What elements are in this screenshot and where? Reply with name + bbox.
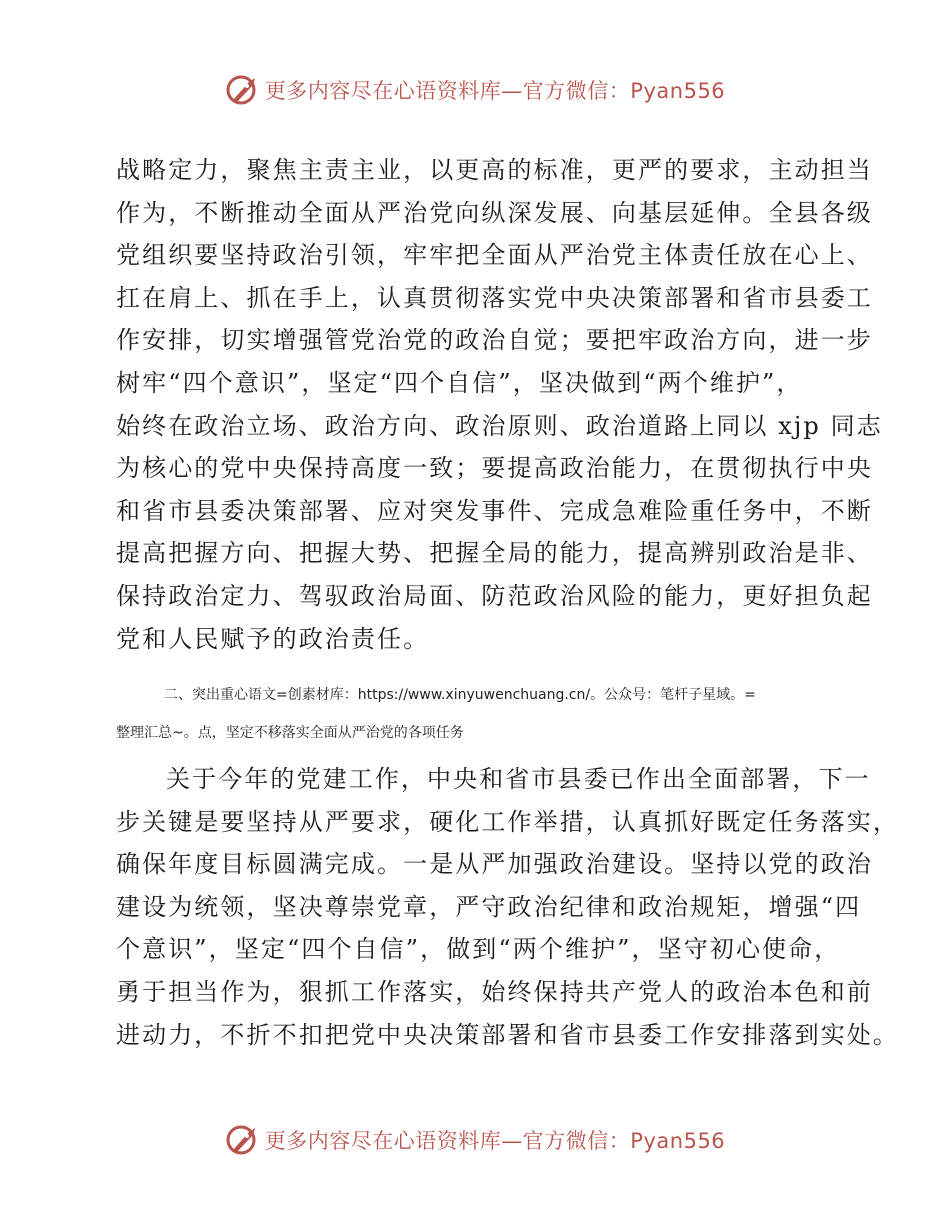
text-line: 步关键是要坚持从严要求，硬化工作举措，认真抓好既定任务落实， [116, 807, 899, 836]
paragraph-1 [116, 149, 883, 660]
text-line: 个意识”，坚定“四个自信”，做到“两个维护”，坚守初心使命， [116, 935, 841, 964]
heading-line: 整理汇总~。点，坚定不移落实全面从严治党的各项任务 [116, 725, 464, 741]
footer-banner [0, 1120, 950, 1160]
text-line: 扛在肩上、抓在手上，认真贯彻落实党中央决策部署和省市县委工 [116, 283, 873, 312]
text-line: 战略定力，聚焦主责主业，以更高的标准，更严的要求，主动担当 [116, 156, 873, 184]
paragraph-3 [116, 758, 899, 1056]
text-line: 党和人民赋予的政治责任。 [116, 624, 430, 653]
section-heading-2 [116, 676, 856, 752]
heading-line: 二、突出重心语文=创素材库：https://www.xinyuwenchuang.cn/。公众号：笔杆子星域。= [164, 687, 756, 703]
text-line: 和省市县委决策部署、应对突发事件、完成急难险重任务中，不断 [116, 496, 873, 525]
footer-banner-text: 更多内容尽在心语资料库—官方微信：Pyan556 [264, 1129, 726, 1153]
text-line: 勇于担当作为，狠抓工作落实，始终保持共产党人的政治本色和前 [116, 977, 873, 1006]
text-line: 保持政治定力、驾驭政治局面、防范政治风险的能力，更好担负起 [116, 581, 873, 610]
text-line: 提高把握方向、把握大势、把握全局的能力，提高辨别政治是非、 [116, 539, 873, 568]
header-banner-text: 更多内容尽在心语资料库—官方微信：Pyan556 [264, 79, 726, 103]
text-line: 树牢“四个意识”，坚定“四个自信”，坚决做到“两个维护”， [116, 368, 803, 397]
pen-nib-logo-icon [225, 1122, 261, 1158]
text-line: 始终在政治立场、政治方向、政治原则、政治道路上同以 xjp 同志 [116, 411, 883, 440]
text-line: 作安排，切实增强管党治党的政治自觉；要把牢政治方向，进一步 [116, 326, 873, 355]
text-line: 进动力，不折不扣把党中央决策部署和省市县委工作安排落到实处。 [116, 1020, 899, 1049]
text-line: 关于今年的党建工作，中央和省市县委已作出全面部署，下一 [166, 765, 871, 793]
pen-nib-logo-icon [225, 72, 261, 108]
text-line: 为核心的党中央保持高度一致；要提高政治能力，在贯彻执行中央 [116, 454, 873, 483]
text-line: 党组织要坚持政治引领，牢牢把全面从严治党主体责任放在心上、 [116, 241, 873, 270]
text-line: 确保年度目标圆满完成。一是从严加强政治建设。坚持以党的政治 [116, 850, 873, 879]
text-line: 作为，不断推动全面从严治党向纵深发展、向基层延伸。全县各级 [116, 198, 873, 227]
header-banner [0, 70, 950, 110]
text-line: 建设为统领，坚决尊崇党章，严守政治纪律和政治规矩，增强“四 [116, 892, 862, 921]
